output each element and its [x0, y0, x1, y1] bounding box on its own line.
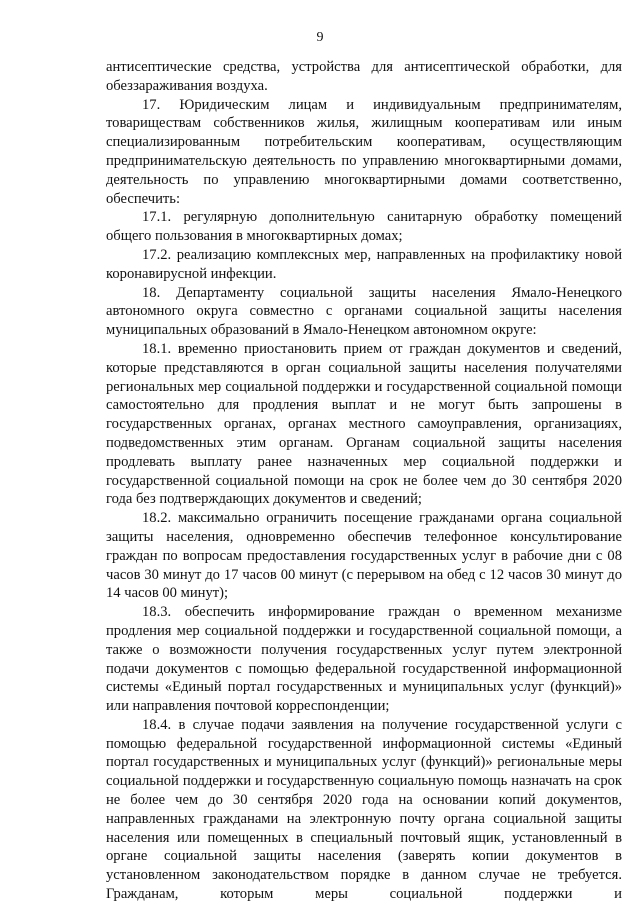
paragraph-17: 17. Юридическим лицам и индивидуальным предпринимателям, товариществам собственников жилья, жилищным кооперативам или иным специализированным потребительским кооперативам, осуществляющим предпринимательскую деятельность по управлению многоквартирными домами, деятельность по управлению многоквартирными домами соответственно, обеспечить: — [106, 96, 622, 207]
paragraph-18: 18. Департаменту социальной защиты населения Ямало-Ненецкого автономного округа совместно с органами социальной защиты населения муниципальных образований в Ямало-Ненецком автономном округе: — [106, 284, 622, 339]
paragraph-18-2: 18.2. максимально ограничить посещение гражданами органа социальной защиты населения, одновременно обеспечив телефонное консультирование граждан по вопросам предоставления государственных услуг в рабочие дни с 08 часов 30 минут до 17 часов 00 минут (с перерывом на обед с 12 часов 30 минут до 14 часов 00 минут); — [106, 510, 622, 602]
document-body — [106, 58, 622, 904]
paragraph-18-3: 18.3. обеспечить информирование граждан о временном механизме продления мер социальной поддержки и государственной социальной помощи, а также о возможности получения государственных услуг путем электронной подачи документов с помощью федеральной государственной информационной системы «Единый портал государственных и муниципальных услуг (функций)» или направления почтовой корреспонденции; — [106, 604, 622, 715]
paragraph-18-4: 18.4. в случае подачи заявления на получение государственной услуги с помощью федеральной государственной информационной системы «Единый портал государственных и муниципальных услуг (функций)» региональные меры социальной поддержки и государственную социальную помощь назначать на срок не более чем до 30 сентября 2020 года на основании копий документов, направленных гражданами на электронную почту органа социальной защиты населения или помещенных в специальный почтовый ящик, установленный в органе социальной защиты населения (заверять копии документов в установленном законодательством порядке в данном случае не требуется. Гражданам, которым меры социальной поддержки и — [106, 716, 622, 903]
paragraph-17-1: 17.1. регулярную дополнительную санитарную обработку помещений общего пользования в многоквартирных домах; — [106, 209, 622, 245]
paragraph-17-2: 17.2. реализацию комплексных мер, направленных на профилактику новой коронавирусной инфекции. — [106, 246, 622, 282]
paragraph-18-1: 18.1. временно приостановить прием от граждан документов и сведений, которые представляются в орган социальной защиты населения получателями региональных мер социальной поддержки и государственной социальной помощи самостоятельно для продления выплат и не могут быть запрошены в государственных органах, органах местного самоуправления, организациях, подведомственных этим органам. Органам социальной защиты населения продлевать выплату ранее назначенных мер социальной поддержки и государственной социальной помощи на срок не более чем до 30 сентября 2020 года без подтверждающих документов и сведений; — [106, 340, 622, 508]
page-number: 9 — [316, 30, 324, 45]
paragraph-continuation: антисептические средства, устройства для антисептической обработки, для обеззараживания воздуха. — [106, 59, 622, 94]
